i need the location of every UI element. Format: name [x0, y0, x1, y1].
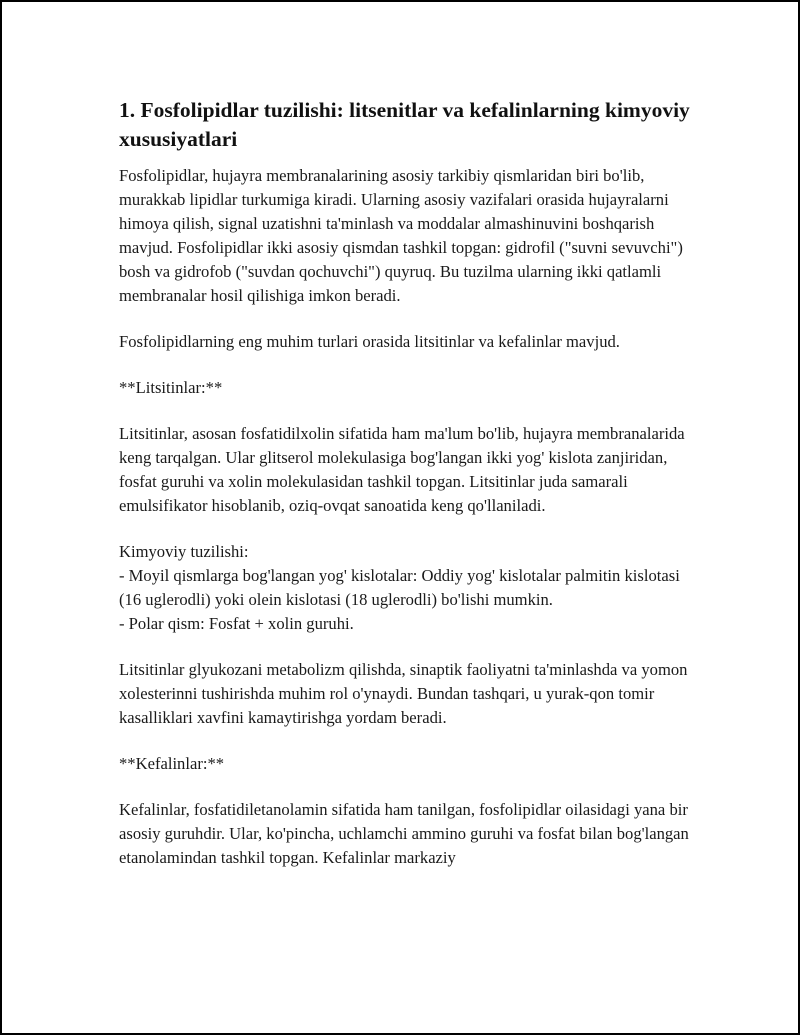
- list-item-fatty-acids: - Moyil qismlarga bog'langan yog' kislotalar: Oddiy yog' kislotalar palmitin kislotasi (16 uglerodli) yoki olein kislotasi (18 uglerodli) bo'lishi mumkin.: [119, 566, 680, 609]
- chemical-structure-block: [119, 540, 694, 636]
- heading-litsitinlar: **Litsitinlar:**: [119, 378, 223, 397]
- paragraph-types: Fosfolipidlarning eng muhim turlari orasida litsitinlar va kefalinlar mavjud.: [119, 332, 620, 351]
- document-body: [119, 96, 694, 870]
- document-title: 1. Fosfolipidlar tuzilishi: litsenitlar va kefalinlarning kimyoviy xususiyatlari: [119, 98, 690, 151]
- paragraph-kefalinlar: Kefalinlar, fosfatidiletanolamin sifatida ham tanilgan, fosfolipidlar oilasidagi yana bir asosiy guruhdir. Ular, ko'pincha, uchlamchi ammino guruhi va fosfat bilan bog'langan etanolamindan tashkil topgan. Kefalinlar markaziy: [119, 800, 689, 867]
- heading-kefalinlar: **Kefalinlar:**: [119, 754, 225, 773]
- paragraph-litsitinlar-role: Litsitinlar glyukozani metabolizm qilishda, sinaptik faoliyatni ta'minlashda va yomon xolesterinni tushirishda muhim rol o'ynaydi. Bundan tashqari, u yurak-qon tomir kasalliklari xavfini kamaytirishga yordam beradi.: [119, 660, 688, 727]
- chemical-structure-label: Kimyoviy tuzilishi:: [119, 542, 249, 561]
- list-item-polar-part: - Polar qism: Fosfat + xolin guruhi.: [119, 614, 354, 633]
- paragraph-intro: Fosfolipidlar, hujayra membranalarining asosiy tarkibiy qismlaridan biri bo'lib, murakkab lipidlar turkumiga kiradi. Ularning asosiy vazifalari orasida hujayralarni himoya qilish, signal uzatishni ta'minlash va moddalar almashinuvini boshqarish mavjud. Fosfolipidlar ikki asosiy qismdan tashkil topgan: gidrofil ("suvni sevuvchi") bosh va gidrofob ("suvdan qochuvchi") quyruq. Bu tuzilma ularning ikki qatlamli membranalar hosil qilishiga imkon beradi.: [119, 166, 683, 305]
- paragraph-litsitinlar: Litsitinlar, asosan fosfatidilxolin sifatida ham ma'lum bo'lib, hujayra membranalarida keng tarqalgan. Ular glitserol molekulasiga bog'langan ikki yog' kislota zanjiridan, fosfat guruhi va xolin molekulasidan tashkil topgan. Litsitinlar juda samarali emulsifikator hisoblanib, oziq-ovqat sanoatida keng qo'llaniladi.: [119, 424, 685, 515]
